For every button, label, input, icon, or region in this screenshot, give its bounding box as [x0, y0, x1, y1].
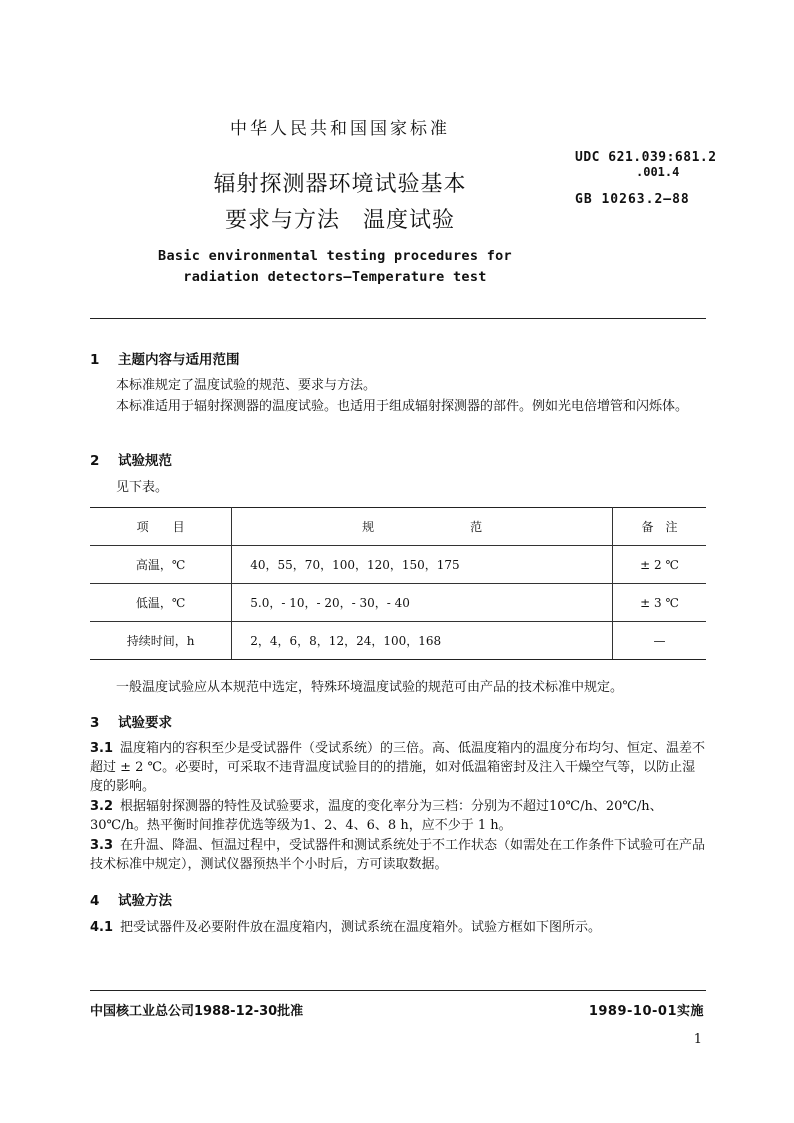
section-title: 试验规范: [118, 453, 172, 469]
clause-number: 3.1: [90, 741, 114, 756]
section-number: 3: [90, 715, 100, 731]
clause-3-2: [90, 797, 706, 835]
clause-3-3: [90, 836, 706, 874]
section-1-paragraph-2: 本标准适用于辐射探测器的温度试验。也适用于组成辐射探测器的部件。例如光电倍增管和闪烁体。: [116, 399, 689, 414]
table-cell: 40，55，70，100，120，150，175: [232, 546, 613, 584]
table-cell: 高温，℃: [90, 546, 232, 584]
section-2-paragraph-1: 见下表。: [116, 480, 169, 495]
table-cell: 2，4，6，8，12，24，100，168: [232, 622, 613, 660]
document-title-line1: 辐射探测器环境试验基本: [213, 172, 467, 197]
implementation-date: 1989-10-01实施: [588, 1004, 704, 1019]
section-title: 试验方法: [118, 893, 172, 909]
section-1-heading: [90, 348, 240, 368]
section-title: 主题内容与适用范围: [118, 352, 240, 368]
clause-text: 在升温、降温、恒温过程中，受试器件和测试系统处于不工作状态（如需处在工作条件下试验可在产品技术标准中规定），测试仪器预热半个小时后，方可读取数据。: [90, 838, 706, 872]
table-cell: ± 3 ℃: [613, 584, 706, 622]
table-cell: 持续时间，h: [90, 622, 232, 660]
clause-text: 温度箱内的容积至少是受试器件（受试系统）的三倍。高、低温度箱内的温度分布均匀、恒定、温差不超过 ± 2 ℃。必要时，可采取不违背温度试验目的的措施，如对低温箱密封及注入干燥空气等，以防止湿度的影响。: [90, 741, 706, 794]
table-header-cell: 规 范: [232, 508, 613, 546]
section-1-paragraph-1: 本标准规定了温度试验的规范、要求与方法。: [116, 378, 377, 393]
clause-number: 3.2: [90, 799, 114, 814]
approval-statement: 中国核工业总公司1988-12-30批准: [90, 1004, 304, 1019]
footer-divider: [90, 990, 706, 991]
gb-standard-number: GB 10263.2—88: [575, 192, 690, 207]
page-number: 1: [693, 1032, 702, 1047]
table-row: [90, 546, 706, 584]
table-header-row: [90, 508, 706, 546]
table-cell: ± 2 ℃: [613, 546, 706, 584]
udc-code: UDC 621.039:681.2: [575, 150, 717, 165]
table-cell: —: [613, 622, 706, 660]
clause-4-1: [90, 918, 706, 937]
table-cell: 低温，℃: [90, 584, 232, 622]
table-row: [90, 584, 706, 622]
section-number: 2: [90, 453, 100, 469]
clause-text: 把受试器件及必要附件放在温度箱内，测试系统在温度箱外。试验方框如下图所示。: [120, 920, 602, 935]
section-title: 试验要求: [118, 715, 172, 731]
english-title-line1: Basic environmental testing procedures for: [158, 248, 512, 264]
section-number: 4: [90, 893, 100, 909]
section-2-note: 一般温度试验应从本规范中选定，特殊环境温度试验的规范可由产品的技术标准中规定。: [116, 680, 624, 695]
table-header-cell: 项 目: [90, 508, 232, 546]
header-divider: [90, 318, 706, 319]
section-2-heading: [90, 449, 172, 469]
document-title-line2: 要求与方法 温度试验: [224, 208, 455, 233]
clause-number: 3.3: [90, 838, 114, 853]
udc-code-continued: .001.4: [636, 165, 680, 179]
table-row: [90, 622, 706, 660]
section-3-heading: [90, 711, 172, 731]
english-title-line2: radiation detectors—Temperature test: [183, 269, 487, 285]
national-standard-label: 中华人民共和国国家标准: [230, 119, 450, 139]
clause-number: 4.1: [90, 920, 114, 935]
section-4-heading: [90, 889, 172, 909]
clause-text: 根据辐射探测器的特性及试验要求，温度的变化率分为三档：分别为不超过10℃/h、20℃/h、30℃/h。热平衡时间推荐优选等级为1、2、4、6、8 h，应不少于 1 h。: [90, 799, 663, 833]
section-number: 1: [90, 352, 100, 368]
table-header-cell: 备 注: [613, 508, 706, 546]
test-specification-table: [90, 507, 706, 660]
clause-3-1: [90, 739, 706, 796]
table-cell: 5.0，- 10，- 20，- 30，- 40: [232, 584, 613, 622]
